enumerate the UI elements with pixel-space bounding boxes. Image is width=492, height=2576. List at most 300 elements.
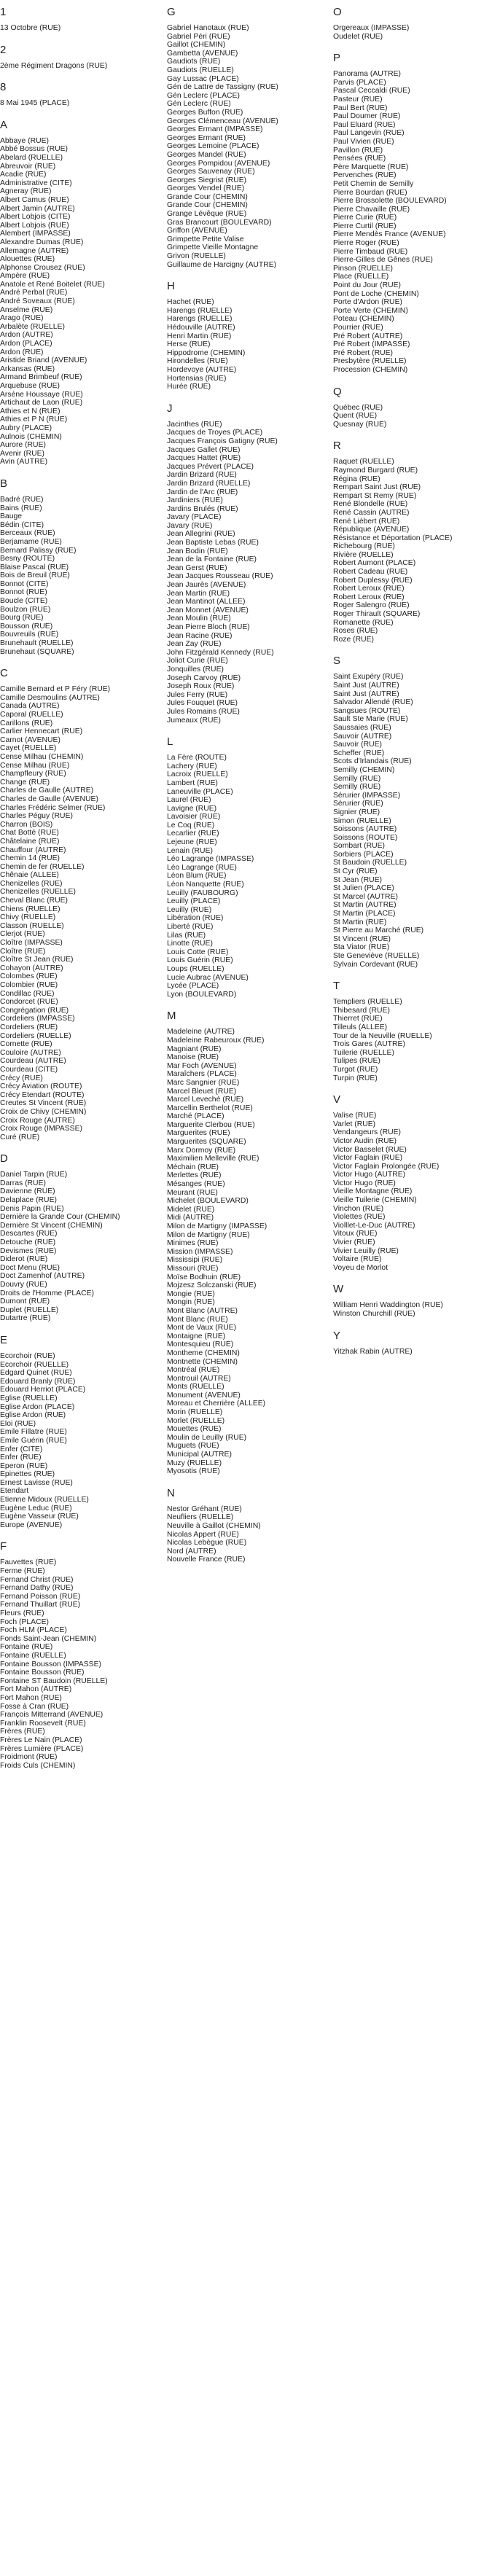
street-item: Alexandre Dumas (RUE) <box>0 238 84 246</box>
street-item: Bernard Palissy (RUE) <box>0 546 77 555</box>
street-item: Gabriel Hanotaux (RUE) <box>167 24 249 32</box>
street-item: St Jean (RUE) <box>333 875 382 884</box>
street-list <box>333 1112 483 1272</box>
street-item: Diderot (RUE) <box>0 1255 48 1264</box>
street-item: Pourrier (RUE) <box>333 324 383 332</box>
street-item: John Fitzgérald Kennedy (RUE) <box>167 648 274 657</box>
section-spacer <box>333 1319 483 1330</box>
street-item: Joseph Carvoy (RUE) <box>167 674 241 682</box>
street-item: Cayet (RUELLE) <box>0 744 57 753</box>
heading-spacer <box>167 1500 316 1505</box>
street-item: Cordeliers (RUELLE) <box>0 1031 71 1040</box>
street-item: Georges Ermant (RUE) <box>167 133 246 142</box>
street-item: Emile Fillatre (RUE) <box>0 1428 67 1437</box>
section-spacer <box>167 1476 316 1487</box>
street-item: André Soveaux (RUE) <box>0 297 75 306</box>
street-item: Tilleuls (ALLEE) <box>333 1023 388 1031</box>
street-item: Bédin (CITE) <box>0 520 44 529</box>
street-item: Vendangeurs (RUE) <box>333 1128 401 1137</box>
street-item: Municipal (AUTRE) <box>167 1451 232 1459</box>
street-item: Louis Cotte (RUE) <box>167 948 229 956</box>
street-item: Jacinthes (RUE) <box>167 420 222 429</box>
street-item: Sorbiers (PLACE) <box>333 850 394 859</box>
heading-spacer <box>333 19 483 24</box>
street-item: Georges Siegrist (RUE) <box>167 176 247 184</box>
street-item: Mouettes (RUE) <box>167 1425 222 1434</box>
heading-spacer <box>333 453 483 458</box>
street-item: Albert Lobjois (CITE) <box>0 213 71 222</box>
street-item: Pierre Curie (RUE) <box>333 214 397 222</box>
street-item: St Martin (AUTRE) <box>333 901 397 910</box>
street-item: Jean Pierre Bloch (RUE) <box>167 623 250 631</box>
section-spacer <box>0 1323 149 1334</box>
street-item: Hortensias (RUE) <box>167 374 227 383</box>
street-item: Athies et P N (RUE) <box>0 415 68 424</box>
street-item: Semilly (RUE) <box>333 774 381 783</box>
street-item: Avenir (RUE) <box>0 449 45 458</box>
street-item: Montheme (CHEMIN) <box>167 1349 240 1357</box>
street-item: Fontaine ST Baudoin (RUELLE) <box>0 1677 108 1685</box>
street-item: Fonds Saint-Jean (CHEMIN) <box>0 1634 97 1643</box>
street-item: Midelet (RUE) <box>167 1205 215 1214</box>
street-item: Trois Gares (AUTRE) <box>333 1040 405 1049</box>
street-item: Sombart (RUE) <box>333 842 386 851</box>
heading-spacer <box>167 293 316 298</box>
street-item: Semilly (RUE) <box>333 783 381 792</box>
heading-spacer <box>333 1296 483 1301</box>
street-item: Gén Leclerc (RUE) <box>167 100 231 109</box>
street-item: Joliot Curie (RUE) <box>167 657 228 666</box>
street-list <box>167 421 316 725</box>
letter-section <box>0 1334 149 1529</box>
street-item: Fort Mahon (RUE) <box>0 1693 62 1702</box>
heading-spacer <box>167 749 316 754</box>
street-item: Pascal Ceccaldi (RUE) <box>333 87 410 95</box>
street-item: Magniant (RUE) <box>167 1045 222 1053</box>
street-item: 13 Octobre (RUE) <box>0 24 61 32</box>
street-item: Romanette (RUE) <box>333 618 394 627</box>
street-item: Eglise Ardon (RUE) <box>0 1411 66 1420</box>
street-item: Hédouville (AUTRE) <box>167 324 235 332</box>
street-item: Vivier Leuilly (RUE) <box>333 1246 399 1255</box>
section-spacer <box>0 1141 149 1152</box>
street-item: Mission (IMPASSE) <box>167 1247 233 1256</box>
street-item: Merlettes (RUE) <box>167 1171 222 1180</box>
heading-spacer <box>167 19 316 24</box>
street-item: Daniel Tarpin (RUE) <box>0 1171 68 1179</box>
street-item: Charles de Gaulle (AVENUE) <box>0 795 98 803</box>
street-item: Cense Milhau (CHEMIN) <box>0 752 84 761</box>
street-item: Nestor Gréhant (RUE) <box>167 1504 242 1513</box>
street-item: Marché (PLACE) <box>167 1112 224 1121</box>
street-item: Aulnois (CHEMIN) <box>0 432 62 441</box>
street-item: Paul Eluard (RUE) <box>333 120 396 129</box>
street-item: Enfer (RUE) <box>0 1453 42 1462</box>
street-item: Aubry (PLACE) <box>0 424 52 432</box>
street-list <box>333 1348 483 1357</box>
letter-section <box>333 440 483 644</box>
street-item: Vieille Montagne (RUE) <box>333 1187 413 1196</box>
street-item: Châtelaine (RUE) <box>0 837 60 846</box>
street-item: Victor Faglain (RUE) <box>333 1154 403 1163</box>
heading-spacer <box>0 1166 149 1171</box>
street-item: Gay Lussac (PLACE) <box>167 74 239 83</box>
street-item: Darras (RUE) <box>0 1179 46 1187</box>
street-item: Pré Robert (RUE) <box>333 348 393 357</box>
street-item: Albert Jamin (AUTRE) <box>0 204 75 213</box>
street-item: Abreuvoir (RUE) <box>0 162 56 171</box>
section-heading: V <box>333 1093 341 1106</box>
street-item: Boucle (CITE) <box>0 597 48 606</box>
street-item: Monts (RUELLE) <box>167 1383 224 1392</box>
street-item: Missouri (RUE) <box>167 1264 219 1273</box>
street-item: Jardiniers (RUE) <box>167 496 223 505</box>
heading-spacer <box>0 19 149 24</box>
letter-section <box>333 1330 483 1357</box>
street-item: Vieille Tuilerie (CHEMIN) <box>333 1196 417 1205</box>
street-list <box>333 998 483 1082</box>
street-item: Franklin Roosevelt (RUE) <box>0 1719 86 1728</box>
street-item: Lacroix (RUELLE) <box>167 770 228 779</box>
street-item: Courdeau (CITE) <box>0 1065 58 1074</box>
street-item: Chenizelles (RUE) <box>0 879 63 888</box>
section-heading: O <box>333 6 342 18</box>
section-heading: C <box>0 667 8 680</box>
letter-section <box>333 1093 483 1272</box>
street-item: Montréal (RUE) <box>167 1366 220 1375</box>
street-item: Jardin Brizard (RUE) <box>167 471 237 480</box>
street-item: Pierre Brossolette (BOULEVARD) <box>333 197 447 206</box>
street-item: Sérurier (RUE) <box>333 800 383 808</box>
street-item: Fernand Poisson (RUE) <box>0 1592 81 1601</box>
street-list <box>333 458 483 644</box>
street-item: Robert Cadeau (RUE) <box>333 568 408 577</box>
street-item: Victor Basselet (RUE) <box>333 1145 407 1154</box>
street-item: Place (RUELLE) <box>333 273 389 281</box>
street-item: Simon (RUELLE) <box>333 816 391 825</box>
street-item: Charron (BOIS) <box>0 820 53 829</box>
street-item: Jacques François Gatigny (RUE) <box>167 437 278 445</box>
street-item: Richebourg (RUE) <box>333 542 395 551</box>
street-item: St Cyr (RUE) <box>333 867 378 876</box>
street-item: Artichaut de Laon (RUE) <box>0 399 83 407</box>
street-item: Lambert (RUE) <box>167 778 218 787</box>
street-item: Lucie Aubrac (AVENUE) <box>167 973 249 982</box>
street-item: Caporal (RUELLE) <box>0 711 63 719</box>
street-item: Mésanges (RUE) <box>167 1180 225 1189</box>
street-item: Hippodrome (CHEMIN) <box>167 348 246 357</box>
street-item: Lejeune (RUE) <box>167 838 217 847</box>
street-item: Herse (RUE) <box>167 340 211 349</box>
street-item: Croix Rouge (IMPASSE) <box>0 1125 82 1133</box>
street-item: Mont de Vaux (RUE) <box>167 1324 237 1332</box>
street-item: Signier (RUE) <box>333 808 380 816</box>
street-item: Mar Foch (AVENUE) <box>167 1061 237 1070</box>
section-spacer <box>0 70 149 81</box>
street-list <box>333 70 483 374</box>
heading-spacer <box>0 94 149 99</box>
street-item: Agneray (RUE) <box>0 187 52 196</box>
street-item: Grimpette Vieille Montagne <box>167 243 259 252</box>
street-item: Bonnot (RUE) <box>0 588 47 597</box>
street-list <box>333 1301 483 1318</box>
street-item: Jean Jacques Rousseau (RUE) <box>167 572 273 581</box>
street-item: Saussaies (RUE) <box>333 723 391 732</box>
street-list <box>0 685 149 1141</box>
street-list <box>333 673 483 969</box>
street-item: Scots d'Irlandais (RUE) <box>333 757 412 766</box>
section-spacer <box>167 391 316 402</box>
letter-section <box>0 81 149 108</box>
street-item: Victor Hugo (RUE) <box>333 1179 396 1187</box>
street-item: Descartes (RUE) <box>0 1230 58 1238</box>
street-item: Leuilly (FAUBOURG) <box>167 889 238 897</box>
street-item: Eperon (RUE) <box>0 1461 48 1470</box>
street-item: Bourg (RUE) <box>0 614 44 622</box>
street-item: Porte Verte (CHEMIN) <box>333 306 408 315</box>
street-item: La Fère (ROUTE) <box>167 754 227 762</box>
street-item: St Vincent (RUE) <box>333 934 391 943</box>
street-item: Hachet (RUE) <box>167 298 214 307</box>
section-spacer <box>0 656 149 667</box>
street-item: Sault Ste Marie (RUE) <box>333 715 408 724</box>
street-item: Presbytère (RUELLE) <box>333 357 407 366</box>
street-item: Muguets (RUE) <box>167 1442 219 1451</box>
street-item: Lenain (RUE) <box>167 846 213 855</box>
street-item: Turpin (RUE) <box>333 1074 378 1082</box>
street-item: Javary (RUE) <box>167 521 213 530</box>
street-item: Rivière (RUELLE) <box>333 550 394 559</box>
street-item: Quent (RUE) <box>333 412 378 421</box>
street-item: Pierre Mendès France (AVENUE) <box>333 230 446 239</box>
street-item: Meurant (RUE) <box>167 1188 218 1197</box>
street-item: Pré Robert (IMPASSE) <box>333 340 410 349</box>
street-item: Jardin de l'Arc (RUE) <box>167 488 238 496</box>
street-item: Charles Frédéric Selmer (RUE) <box>0 803 106 812</box>
street-item: Pierre Bourdan (RUE) <box>333 188 407 197</box>
street-item: Violettes (RUE) <box>333 1213 386 1222</box>
street-item: Jacques Prévert (PLACE) <box>167 462 254 471</box>
street-item: Europe (AVENUE) <box>0 1521 63 1529</box>
section-heading: E <box>0 1333 8 1346</box>
letter-section <box>0 1540 149 1770</box>
street-item: Québec (RUE) <box>333 403 383 412</box>
street-item: Le Coq (RUE) <box>167 821 215 830</box>
street-item: Pont de Loche (CHEMIN) <box>333 289 419 298</box>
letter-section <box>333 655 483 969</box>
street-item: Sauvoir (AUTRE) <box>333 732 392 741</box>
street-item: Neuville à Gaillot (CHEMIN) <box>167 1522 261 1530</box>
street-item: Georges Buffon (RUE) <box>167 108 243 117</box>
street-item: René Liébert (RUE) <box>333 517 400 526</box>
street-item: Rempart St Remy (RUE) <box>333 491 417 500</box>
street-list <box>0 62 149 71</box>
street-item: Gras Brancourt (BOULEVARD) <box>167 218 272 227</box>
street-item: Bousson (RUE) <box>0 622 53 631</box>
street-list <box>0 99 149 108</box>
street-item: Cloître (IMPASSE) <box>0 939 63 948</box>
street-item: Violllet-Le-Duc (AUTRE) <box>333 1221 415 1230</box>
section-spacer <box>333 644 483 655</box>
street-item: Croix Rouge (AUTRE) <box>0 1116 75 1125</box>
street-item: Salvador Allendé (RUE) <box>333 698 413 707</box>
street-item: Delaplace (RUE) <box>0 1196 57 1205</box>
street-item: Cordeliers (IMPASSE) <box>0 1015 75 1023</box>
street-item: Alphonse Crousez (RUE) <box>0 263 85 272</box>
street-item: Hirondelles (RUE) <box>167 357 228 366</box>
letter-section <box>0 667 149 1141</box>
street-item: Courdeau (AUTRE) <box>0 1057 66 1066</box>
street-item: Grange Lévêque (RUE) <box>167 210 247 219</box>
street-item: St Martin (PLACE) <box>333 910 396 918</box>
street-item: Jean Mantinot (ALLEE) <box>167 598 246 606</box>
street-item: François Mitterrand (AVENUE) <box>0 1711 104 1720</box>
street-item: Crécy Etendart (ROUTE) <box>0 1090 85 1099</box>
street-item: Ardon (RUE) <box>0 348 44 356</box>
street-item: Charles de Gaulle (AUTRE) <box>0 787 94 795</box>
street-item: Colombier (RUE) <box>0 981 58 989</box>
street-item: Winston Churchill (RUE) <box>333 1310 415 1318</box>
street-item: Cloître (RUE) <box>0 947 46 956</box>
street-item: Ardon (AUTRE) <box>0 331 53 340</box>
street-item: Acadie (RUE) <box>0 171 47 179</box>
street-item: Gabriel Péri (RUE) <box>167 32 230 41</box>
street-item: Pervenches (RUE) <box>333 171 397 180</box>
street-item: Ste Geneviève (RUELLE) <box>333 952 420 960</box>
street-item: Turgot (RUE) <box>333 1065 378 1074</box>
street-list <box>0 1171 149 1323</box>
street-item: Griffon (AVENUE) <box>167 227 227 235</box>
street-item: Fauvettes (RUE) <box>0 1558 57 1567</box>
heading-spacer <box>0 132 149 137</box>
street-item: Léo Lagrange (RUE) <box>167 863 237 872</box>
street-item: Bois de Breuil (RUE) <box>0 571 70 580</box>
street-item: Camille Desmoulins (AUTRE) <box>0 693 100 702</box>
street-item: Michelet (BOULEVARD) <box>167 1197 249 1206</box>
street-item: Sta Viator (RUE) <box>333 943 390 952</box>
street-item: Bonnot (CITE) <box>0 579 49 588</box>
street-item: Gaudiots (RUE) <box>167 58 221 66</box>
street-item: Tulipes (RUE) <box>333 1057 380 1066</box>
street-item: Enfer (CITE) <box>0 1445 43 1453</box>
street-item: Foch HLM (PLACE) <box>0 1626 67 1635</box>
street-item: Armand Brimbeuf (RUE) <box>0 373 82 382</box>
street-item: Petit Chemin de Semilly <box>333 179 414 188</box>
street-item: Chat Botté (RUE) <box>0 829 59 838</box>
street-item: Fernand Dathy (RUE) <box>0 1584 74 1593</box>
street-item: Maximilien Melleville (RUE) <box>167 1155 259 1163</box>
street-item: Robert Leroux (RUE) <box>333 585 405 593</box>
street-item: Yitzhak Rabin (AUTRE) <box>333 1347 413 1356</box>
heading-spacer <box>0 491 149 496</box>
street-item: Jean Zay (RUE) <box>167 640 222 649</box>
street-item: Roze (RUE) <box>333 635 375 644</box>
street-item: Voyeu de Morlot <box>333 1263 388 1272</box>
street-item: Varlet (RUE) <box>333 1120 376 1128</box>
street-item: Marcel Bleuet (RUE) <box>167 1087 237 1096</box>
street-item: Henri Martin (RUE) <box>167 332 232 340</box>
street-item: Doct Menu (RUE) <box>0 1263 60 1272</box>
street-item: Georges Sauvenay (RUE) <box>167 168 255 176</box>
street-item: Ernest Lavisse (RUE) <box>0 1478 73 1487</box>
street-item: Montesquieu (RUE) <box>167 1340 234 1349</box>
street-item: Eugène Leduc (RUE) <box>0 1504 72 1513</box>
street-item: Gaillot (CHEMIN) <box>167 41 226 50</box>
street-item: Boulzon (RUE) <box>0 605 51 614</box>
street-item: République (AVENUE) <box>333 526 410 534</box>
street-item: Louis Guérin (RUE) <box>167 956 233 965</box>
letter-section <box>333 386 483 429</box>
street-item: Jean Martin (RUE) <box>167 589 230 598</box>
street-item: Muzy (RUELLE) <box>167 1459 222 1467</box>
street-item: Hurée (RUE) <box>167 383 211 391</box>
letter-section <box>167 1010 316 1475</box>
street-item: St Pierre au Marché (RUE) <box>333 926 424 935</box>
street-item: Raquet (RUELLE) <box>333 458 394 467</box>
street-item: Chemin 14 (RUE) <box>0 854 60 863</box>
street-item: Morin (RUELLE) <box>167 1408 223 1417</box>
section-spacer <box>333 375 483 386</box>
street-item: Moreau et Cherrière (ALLEE) <box>167 1400 266 1408</box>
section-heading: N <box>167 1486 175 1499</box>
street-item: Georges Clémenceau (AVENUE) <box>167 117 278 125</box>
street-item: Grimpette Petite Valise <box>167 235 244 243</box>
section-spacer <box>0 33 149 44</box>
street-item: Soissons (ROUTE) <box>333 833 398 842</box>
street-item: Albert Lobjois (RUE) <box>0 221 69 230</box>
street-item: Jean Gerst (RUE) <box>167 563 227 572</box>
street-item: Canada (AUTRE) <box>0 702 60 711</box>
heading-spacer <box>333 399 483 404</box>
street-item: Eloi (RUE) <box>0 1419 36 1428</box>
street-item: Berceaux (RUE) <box>0 529 55 538</box>
street-item: Lachery (RUE) <box>167 762 217 770</box>
street-item: Avin (AUTRE) <box>0 458 48 467</box>
letter-section <box>0 6 149 33</box>
street-item: Sauvoir (RUE) <box>333 741 382 749</box>
letter-section <box>167 402 316 725</box>
street-item: Voltaire (RUE) <box>333 1255 382 1264</box>
street-item: Marc Sangnier (RUE) <box>167 1078 240 1087</box>
street-item: Régina (RUE) <box>333 475 380 483</box>
street-item: Léon Nanquette (RUE) <box>167 881 244 889</box>
heading-spacer <box>0 57 149 62</box>
section-heading: L <box>167 735 173 749</box>
street-item: Jean Bodin (RUE) <box>167 547 228 555</box>
street-item: Ecorchoir (RUE) <box>0 1351 55 1360</box>
street-item: William Henri Waddington (RUE) <box>333 1301 443 1310</box>
street-item: Mont Blanc (AUTRE) <box>167 1306 238 1315</box>
street-item: Templiers (RUELLE) <box>333 998 402 1007</box>
street-item: Anselme (RUE) <box>0 305 53 314</box>
street-item: Arago (RUE) <box>0 314 44 323</box>
street-item: Jonquilles (RUE) <box>167 665 224 674</box>
street-item: Edgard Quinet (RUE) <box>0 1369 72 1378</box>
street-item: Edouard Branly (RUE) <box>0 1377 76 1386</box>
street-item: Bauge <box>0 512 23 521</box>
letter-section <box>333 980 483 1082</box>
street-item: Moulin de Leuilly (RUE) <box>167 1433 247 1442</box>
street-item: Jumeaux (RUE) <box>167 716 221 725</box>
street-item: Crécy Aviation (ROUTE) <box>0 1082 82 1091</box>
street-item: Laneuville (PLACE) <box>167 787 233 796</box>
street-item: Jacques Hattet (RUE) <box>167 454 241 463</box>
street-item: Lecarlier (RUE) <box>167 830 219 838</box>
street-item: Edouard Herriot (PLACE) <box>0 1386 86 1394</box>
street-item: Milon de Martigny (IMPASSE) <box>167 1222 268 1230</box>
street-list <box>333 24 483 41</box>
letter-section <box>333 6 483 41</box>
